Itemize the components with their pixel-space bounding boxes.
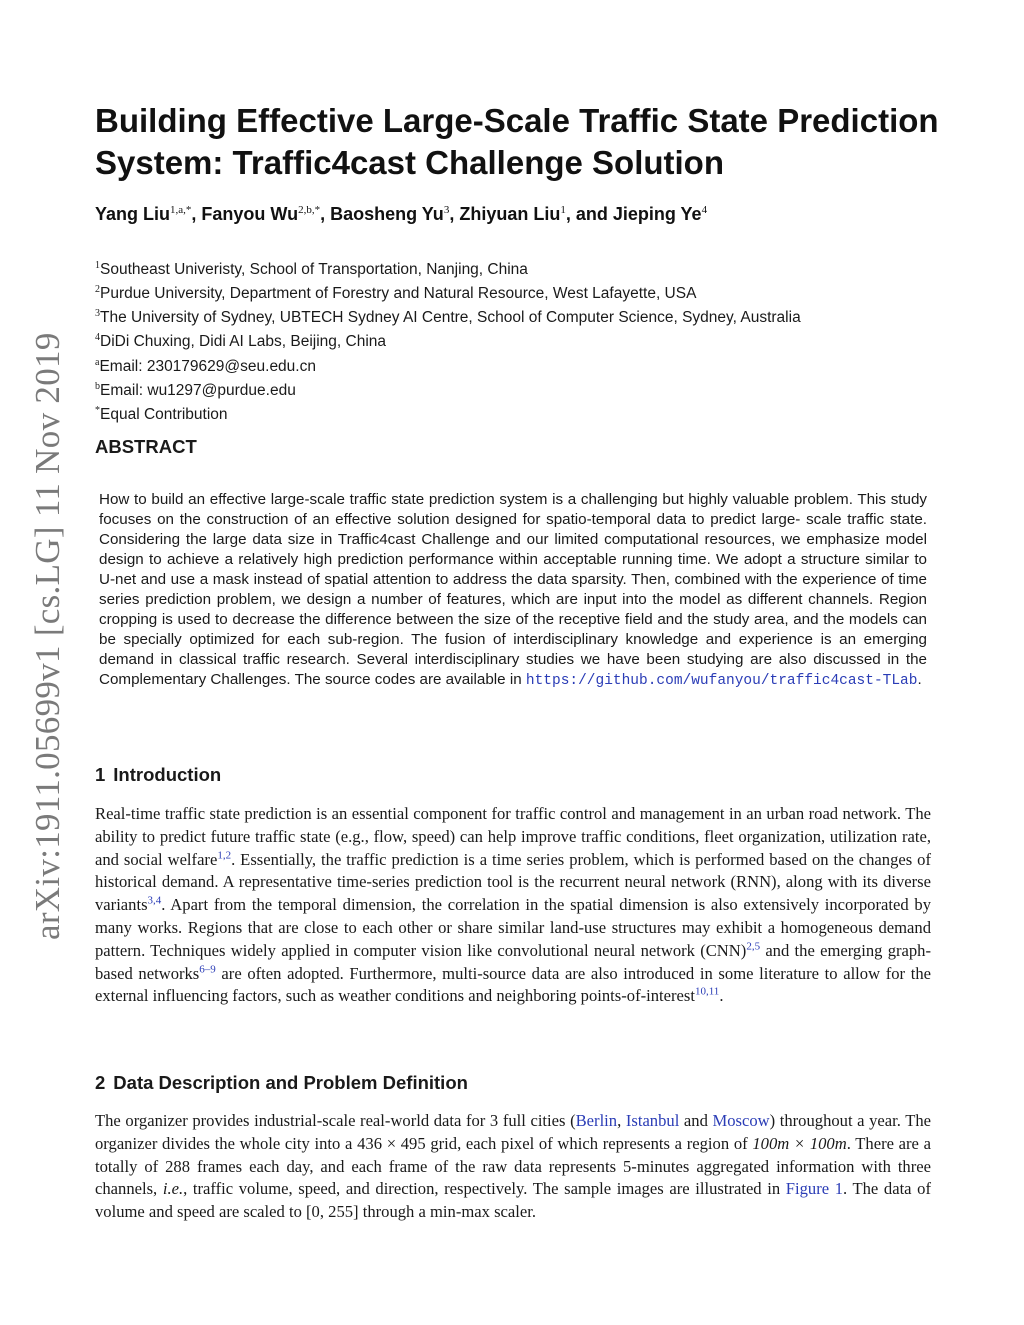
section-heading-data-description: 2 Data Description and Problem Definition [95,1072,468,1093]
citation-link[interactable]: 3,4 [147,894,162,907]
author: Jieping Ye$^4$ [612,204,708,224]
introduction-paragraph: Real-time traffic state prediction is an essential component for traffic control and management in an urban road network. The ability to predict future traffic state (e.g., flow, speed) can help improve traffic conditions, fleet organization, utilization rate, and social welfare$^{1,2}$. Essentially, the traffic prediction is a time series problem, which is performed based on the changes of historical demand. A representative time-series prediction tool is the recurrent neural network (RNN), along with its diverse variants$^{3,4}$. Apart from the temporal dimension, the correlation in the spatial dimension is also extensively incorporated by many works. Regions that are close to each other or share similar land-use structures may exhibit a homogeneous demand pattern. Techniques widely applied in computer vision like convolutional neural network (CNN)$^{2,5}$ and the emerging graph-based networks$^{6-9}$ are often adopted. Furthermore, multi-source data are also introduced in some literature to allow for the external influencing factors, such as weather conditions and neighboring points-of-interest$^{10,11}$. [95,804,932,1006]
arxiv-stamp: arXiv:1911.05699v1 [cs.LG] 11 Nov 2019 [28,332,67,940]
city-link-berlin[interactable]: Berlin [575,1111,618,1130]
citation-link[interactable]: 2,5 [746,940,761,953]
affiliation-line: $^2$Purdue University, Department of Forestry and Natural Resource, West Lafayette, USA [95,284,697,303]
section-heading-introduction: 1 Introduction [95,764,222,785]
author: Zhiyuan Liu$^1$, and [459,204,613,224]
data-description-paragraph: The organizer provides industrial-scale real-world data for 3 full cities (Berlin, Istanbul and Moscow) throughout a year. The organizer divides the whole city into a 436 × 495 grid, each pixel of which represents a region of 100m × 100m. There are a totally of 288 frames each day, and each frame of the raw data represents 5-minutes aggregated information with three channels, i.e., traffic volume, speed, and direction, respectively. The sample images are illustrated in Figure 1. The data of volume and speed are scaled to [0, 255] through a min-max scaler. [95,1111,932,1222]
abstract-heading: ABSTRACT [95,436,197,457]
abstract-text: How to build an effective large-scale traffic state prediction system is a challenging but highly valuable problem. This study focuses on the construction of an effective solution designed for spatio-temporal data to predict large- scale traffic state. Considering the large data size in Traffic4cast Challenge and our limited computational resources, we emphasize model design to achieve a relatively high prediction performance within acceptable running time. We adopt a structure similar to U-net and use a mask instead of spatial attention to address the data sparsity. Then, combined with the experience of time series prediction problem, we design a number of features, which are input into the model as different channels. Region cropping is used to decrease the difference between the size of the receptive field and the study area, and the models can be specially optimized for each sub-region. The fusion of interdisciplinary knowledge and experience is an emerging demand in classical traffic research. Several interdisciplinary studies we have been studying are also discussed in the Complementary Challenges. The source codes are available in https://github.com/wufanyou/traffic4cast-TLab. [99,491,927,689]
source-code-link[interactable]: https://github.com/wufanyou/traffic4cast-TLab [525,673,918,689]
citation-link[interactable]: 1,2 [217,849,232,862]
affiliation-line: $^4$DiDi Chuxing, Didi AI Labs, Beijing, China [95,332,387,351]
figure-1-link[interactable]: Figure 1 [785,1179,844,1199]
affiliations [95,256,955,425]
email-line: $^a$Email: 230179629@seu.edu.cn [95,356,316,375]
author: Baosheng Yu$^3$, [330,204,460,224]
paper-title: Building Effective Large-Scale Traffic State Prediction System: Traffic4cast Challenge Solution [95,102,939,181]
email-line: $^b$Email: wu1297@purdue.edu [95,380,296,399]
affiliation-line: $^3$The University of Sydney, UBTECH Sydney AI Centre, School of Computer Science, Sydney, Australia [95,308,801,327]
author: Fanyou $Wu^{2,b,*}$, [201,204,331,224]
equal-contribution-note: *Equal Contribution [95,404,228,424]
citation-link[interactable]: 6–9 [199,963,216,976]
affiliation-line: $^1$Southeast Univeristy, School of Transportation, Nanjing, China [95,260,528,279]
citation-link[interactable]: 10,11 [694,985,720,998]
author-list [95,204,955,225]
city-link-moscow[interactable]: Moscow [712,1111,770,1130]
city-link-istanbul[interactable]: Istanbul [625,1111,680,1130]
author: Yang Liu$^{1,a,*}$, [95,204,202,224]
